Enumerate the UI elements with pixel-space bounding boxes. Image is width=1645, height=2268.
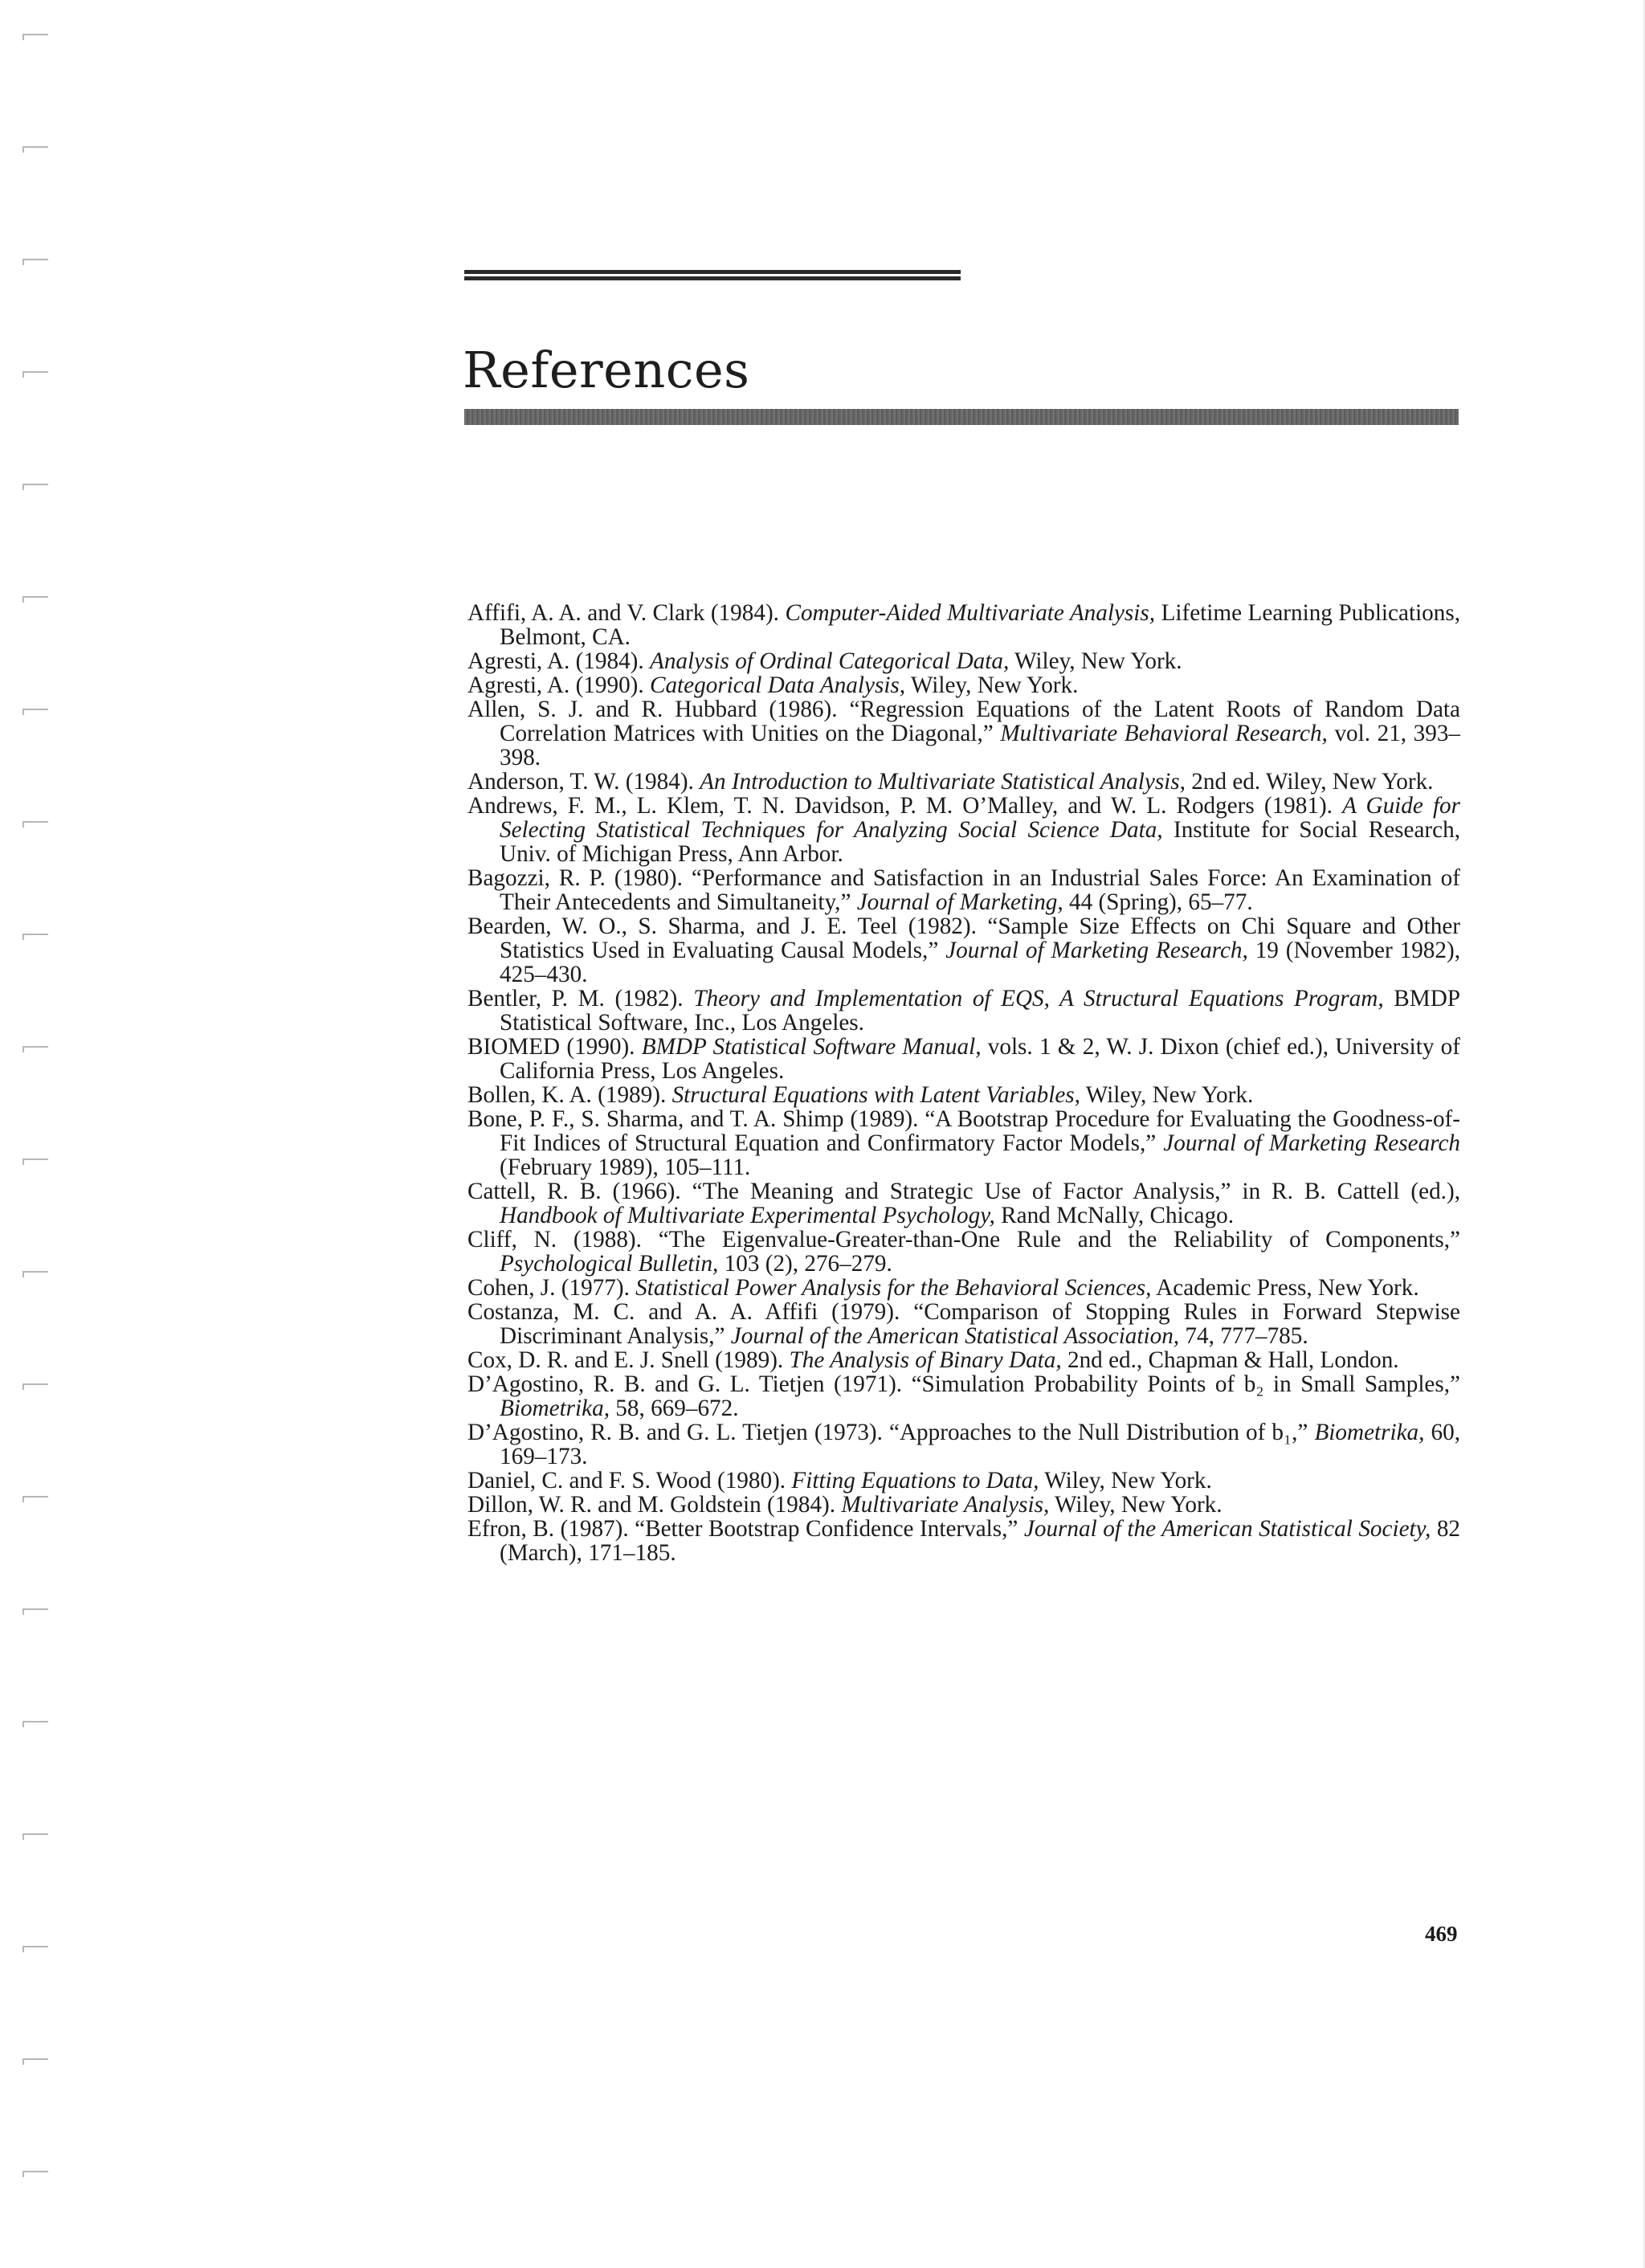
edge-mark bbox=[22, 596, 48, 603]
reference-details: Wiley, New York. bbox=[910, 672, 1079, 698]
reference-entry bbox=[467, 649, 1460, 673]
reference-title: Statistical Power Analysis for the Behavioral Sciences, bbox=[635, 1275, 1152, 1301]
reference-authors: D’Agostino, R. B. and G. L. Tietjen (1971). “Simulation Probability Points of b₂ in Small Samples,” bbox=[467, 1371, 1460, 1397]
rule-line bbox=[464, 276, 961, 280]
reference-details: Wiley, New York. bbox=[1044, 1468, 1212, 1494]
edge-mark bbox=[22, 709, 48, 715]
reference-authors: Anderson, T. W. (1984). bbox=[467, 769, 694, 795]
reference-entry bbox=[467, 601, 1460, 649]
reference-title: BMDP Statistical Software Manual, bbox=[641, 1034, 982, 1060]
reference-authors: Daniel, C. and F. S. Wood (1980). bbox=[467, 1468, 786, 1494]
reference-authors: BIOMED (1990). bbox=[467, 1034, 635, 1060]
reference-title: A Guide for Selecting Statistical Techniques for Analyzing Social Science Data, bbox=[500, 793, 1461, 843]
edge-mark bbox=[22, 1833, 48, 1840]
reference-authors: Bollen, K. A. (1989). bbox=[467, 1082, 667, 1108]
reference-authors: Cohen, J. (1977). bbox=[467, 1275, 630, 1301]
reference-details: Lifetime Learning Publications, Belmont, CA. bbox=[500, 600, 1461, 650]
reference-entry bbox=[467, 1083, 1460, 1107]
edge-mark bbox=[22, 371, 48, 378]
page-number: 469 bbox=[1425, 1922, 1458, 1946]
reference-authors: Bentler, P. M. (1982). bbox=[467, 986, 684, 1011]
reference-details: Academic Press, New York. bbox=[1156, 1275, 1419, 1301]
reference-details: BMDP Statistical Software, Inc., Los Angeles. bbox=[500, 986, 1461, 1036]
edge-mark bbox=[22, 1046, 48, 1052]
reference-details: 82 (March), 171–185. bbox=[500, 1516, 1460, 1566]
reference-title: Theory and Implementation of EQS, A Structural Equations Program, bbox=[693, 986, 1384, 1011]
reference-details: 44 (Spring), 65–77. bbox=[1069, 889, 1253, 915]
reference-entry bbox=[467, 1107, 1460, 1179]
edge-mark bbox=[22, 1721, 48, 1727]
reference-details: 58, 669–672. bbox=[615, 1396, 739, 1421]
reference-details: 103 (2), 276–279. bbox=[724, 1251, 892, 1277]
heading-bar bbox=[464, 409, 1459, 425]
reference-entry bbox=[467, 1276, 1460, 1300]
reference-authors: Cliff, N. (1988). “The Eigenvalue-Greater-than-One Rule and the Reliability of Components,” bbox=[467, 1227, 1460, 1253]
reference-authors: Agresti, A. (1990). bbox=[467, 672, 644, 698]
reference-entry bbox=[467, 914, 1460, 987]
reference-entry bbox=[467, 866, 1460, 914]
page-right-edge bbox=[1642, 0, 1645, 2268]
reference-details: Wiley, New York. bbox=[1055, 1492, 1223, 1518]
reference-entry bbox=[467, 1372, 1460, 1420]
edge-mark bbox=[22, 484, 48, 490]
reference-details: Wiley, New York. bbox=[1014, 648, 1182, 674]
reference-entry bbox=[467, 794, 1460, 866]
reference-authors: Andrews, F. M., L. Klem, T. N. Davidson, P. M. O’Malley, and W. L. Rodgers (1981). bbox=[467, 793, 1333, 819]
reference-entry bbox=[467, 1348, 1460, 1372]
reference-entry bbox=[467, 697, 1460, 770]
reference-entry bbox=[467, 1469, 1460, 1493]
reference-title: The Analysis of Binary Data, bbox=[789, 1347, 1062, 1373]
reference-title: Journal of Marketing, bbox=[856, 889, 1063, 915]
edge-mark bbox=[22, 1159, 48, 1165]
reference-authors: Bone, P. F., S. Sharma, and T. A. Shimp (1989). “A Bootstrap Procedure for Evaluating the Goodness-of-Fit Indices of Structural Equation and Confirmatory Factor Models,” bbox=[467, 1106, 1460, 1156]
reference-title: Structural Equations with Latent Variables, bbox=[671, 1082, 1080, 1108]
reference-authors: Cox, D. R. and E. J. Snell (1989). bbox=[467, 1347, 784, 1373]
edge-mark bbox=[22, 821, 48, 828]
edge-mark bbox=[22, 1383, 48, 1390]
reference-title: Journal of Marketing Research bbox=[1163, 1130, 1460, 1156]
reference-details: Institute for Social Research, Univ. of Michigan Press, Ann Arbor. bbox=[500, 817, 1461, 867]
reference-authors: Agresti, A. (1984). bbox=[467, 648, 644, 674]
reference-entry bbox=[467, 1228, 1460, 1276]
reference-authors: Dillon, W. R. and M. Goldstein (1984). bbox=[467, 1492, 836, 1518]
reference-title: Psychological Bulletin, bbox=[500, 1251, 719, 1277]
edge-mark bbox=[22, 1946, 48, 1952]
edge-mark bbox=[22, 2171, 48, 2177]
edge-mark bbox=[22, 1271, 48, 1277]
edge-mark bbox=[22, 146, 48, 153]
reference-title: Computer-Aided Multivariate Analysis, bbox=[785, 600, 1156, 626]
reference-title: Fitting Equations to Data, bbox=[791, 1468, 1039, 1494]
reference-title: Categorical Data Analysis, bbox=[650, 672, 906, 698]
reference-entry bbox=[467, 1517, 1460, 1565]
reference-details: Rand McNally, Chicago. bbox=[1001, 1203, 1235, 1228]
reference-entry bbox=[467, 673, 1460, 697]
edge-mark bbox=[22, 259, 48, 265]
reference-authors: D’Agostino, R. B. and G. L. Tietjen (1973). “Approaches to the Null Distribution of b₁,” bbox=[467, 1420, 1308, 1445]
reference-authors: Efron, B. (1987). “Better Bootstrap Confidence Intervals,” bbox=[467, 1516, 1018, 1542]
reference-entry bbox=[467, 1179, 1460, 1228]
reference-details: 2nd ed., Chapman & Hall, London. bbox=[1067, 1347, 1399, 1373]
reference-title: Journal of the American Statistical Association, bbox=[730, 1323, 1180, 1349]
reference-entry bbox=[467, 1300, 1460, 1348]
reference-details: 2nd ed. Wiley, New York. bbox=[1191, 769, 1434, 795]
reference-title: Multivariate Analysis, bbox=[841, 1492, 1050, 1518]
reference-title: Multivariate Behavioral Research, bbox=[1000, 721, 1328, 746]
reference-details: 60, 169–173. bbox=[500, 1420, 1460, 1469]
reference-details: 19 (November 1982), 425–430. bbox=[500, 938, 1460, 987]
reference-authors: Affifi, A. A. and V. Clark (1984). bbox=[467, 600, 779, 626]
chapter-top-rules bbox=[464, 270, 961, 280]
reference-title: Journal of Marketing Research, bbox=[945, 938, 1248, 963]
reference-entry bbox=[467, 770, 1460, 794]
reference-list bbox=[467, 601, 1460, 1565]
reference-authors: Bagozzi, R. P. (1980). “Performance and Satisfaction in an Industrial Sales Force: An Examination of Their Antecedents and Simultaneity,” bbox=[467, 865, 1460, 915]
reference-title: Handbook of Multivariate Experimental Psychology, bbox=[500, 1203, 995, 1228]
reference-entry bbox=[467, 987, 1460, 1035]
edge-mark bbox=[22, 34, 48, 40]
reference-authors: Cattell, R. B. (1966). “The Meaning and Strategic Use of Factor Analysis,” in R. B. Cattell (ed.), bbox=[467, 1179, 1460, 1204]
reference-details: (February 1989), 105–111. bbox=[500, 1154, 751, 1180]
reference-title: Biometrika, bbox=[500, 1396, 610, 1421]
reference-details: Wiley, New York. bbox=[1085, 1082, 1254, 1108]
page-title: References bbox=[463, 341, 750, 399]
edge-mark bbox=[22, 2058, 48, 2065]
reference-title: An Introduction to Multivariate Statistical Analysis, bbox=[700, 769, 1186, 795]
page-edge-marks bbox=[0, 0, 56, 2268]
reference-authors: Bearden, W. O., S. Sharma, and J. E. Teel (1982). “Sample Size Effects on Chi Square and Other Statistics Used in Evaluating Causal Models,” bbox=[467, 913, 1460, 963]
reference-title: Biometrika, bbox=[1314, 1420, 1425, 1445]
reference-authors: Allen, S. J. and R. Hubbard (1986). “Regression Equations of the Latent Roots of Random Data Correlation Matrices with Unities on the Diagonal,” bbox=[467, 697, 1460, 746]
reference-title: Analysis of Ordinal Categorical Data, bbox=[650, 648, 1010, 674]
edge-mark bbox=[22, 1608, 48, 1615]
reference-details: 74, 777–785. bbox=[1185, 1323, 1308, 1349]
reference-entry bbox=[467, 1420, 1460, 1469]
edge-mark bbox=[22, 934, 48, 940]
reference-entry bbox=[467, 1493, 1460, 1517]
reference-entry bbox=[467, 1035, 1460, 1083]
edge-mark bbox=[22, 1496, 48, 1502]
reference-authors: Costanza, M. C. and A. A. Affifi (1979). “Comparison of Stopping Rules in Forward Stepwise Discriminant Analysis,” bbox=[467, 1299, 1460, 1349]
reference-title: Journal of the American Statistical Society, bbox=[1023, 1516, 1431, 1542]
reference-details: vol. 21, 393–398. bbox=[500, 721, 1461, 770]
reference-details: vols. 1 & 2, W. J. Dixon (chief ed.), University of California Press, Los Angeles. bbox=[500, 1034, 1460, 1084]
